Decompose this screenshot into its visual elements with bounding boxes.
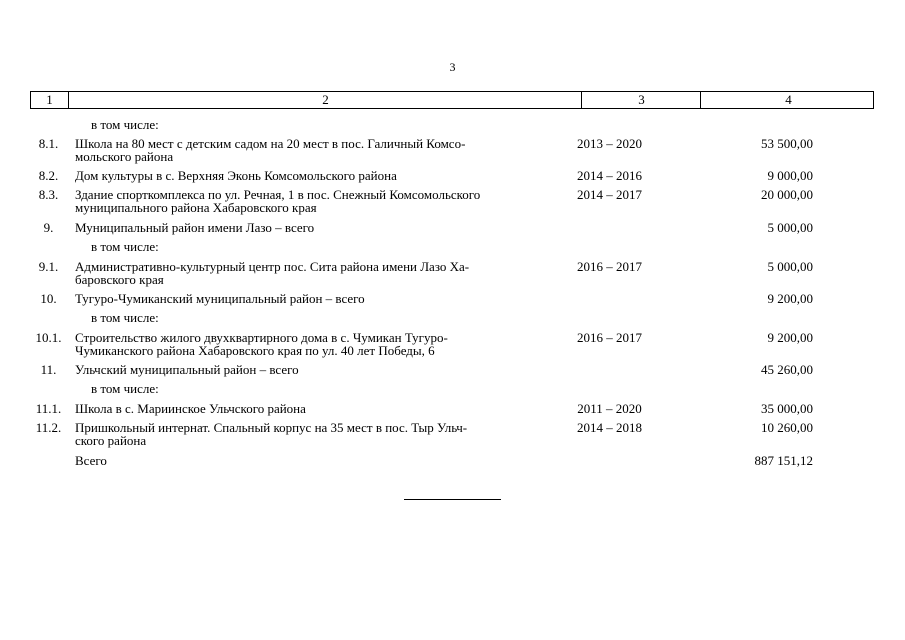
row-name-line: Дом культуры в с. Верхняя Эконь Комсомольского района xyxy=(75,168,397,183)
row-name-line: Пришкольный интернат. Спальный корпус на 35 мест в пос. Тыр Ульч- xyxy=(75,420,468,435)
row-name xyxy=(75,292,545,305)
row-name xyxy=(75,221,545,234)
row-name xyxy=(91,311,561,324)
row-name-line: Чумиканского района Хабаровского края по ул. 40 лет Победы, 6 xyxy=(75,343,435,358)
row-name-line: ского района xyxy=(75,433,147,448)
end-divider xyxy=(404,499,501,500)
row-amount: 5 000,00 xyxy=(767,259,813,274)
row-amount: 45 260,00 xyxy=(761,362,813,377)
row-number: 11.1. xyxy=(35,401,62,416)
row-name xyxy=(75,169,545,182)
total-amount: 887 151,12 xyxy=(754,453,813,468)
row-name-line: Ульчский муниципальный район – всего xyxy=(75,362,299,377)
row-name-line: Административно-культурный центр пос. Сита района имени Лазо Ха- xyxy=(75,259,470,274)
row-name-line: Муниципальный район имени Лазо – всего xyxy=(75,220,315,235)
row-amount: 20 000,00 xyxy=(761,187,813,202)
row-number: 10.1. xyxy=(35,330,62,345)
row-name xyxy=(75,260,545,286)
row-number: 11.2. xyxy=(35,420,62,435)
row-number: 9.1. xyxy=(38,259,59,274)
row-amount: 9 000,00 xyxy=(767,168,813,183)
row-name xyxy=(75,454,545,467)
row-name xyxy=(75,363,545,376)
table-header xyxy=(30,91,874,109)
row-name-line: в том числе: xyxy=(91,117,159,132)
row-name xyxy=(75,331,545,357)
page-number: 3 xyxy=(449,60,456,74)
header-col-4: 4 xyxy=(700,92,876,108)
row-name xyxy=(91,240,561,253)
header-col-1: 1 xyxy=(46,92,53,107)
row-name-line: в том числе: xyxy=(91,310,159,325)
row-name xyxy=(75,402,545,415)
row-number: 8.3. xyxy=(38,187,59,202)
row-amount: 9 200,00 xyxy=(767,330,813,345)
row-amount: 53 500,00 xyxy=(761,136,813,151)
row-name-line: Тугуро-Чумиканский муниципальный район – всего xyxy=(75,291,365,306)
row-name-line: Строительство жилого двухквартирного дома в с. Чумикан Тугуро- xyxy=(75,330,448,345)
row-name-line: Здание спорткомплекса по ул. Речная, 1 в пос. Снежный Комсомольского xyxy=(75,187,481,202)
row-period: 2016 – 2017 xyxy=(577,259,642,274)
row-amount: 10 260,00 xyxy=(761,420,813,435)
row-name xyxy=(91,118,561,131)
row-name-line: в том числе: xyxy=(91,239,159,254)
row-name-line: Школа в с. Мариинское Ульчского района xyxy=(75,401,306,416)
row-name xyxy=(91,382,561,395)
row-number: 8.1. xyxy=(38,136,59,151)
row-number: 9. xyxy=(43,220,54,235)
row-name xyxy=(75,137,545,163)
row-amount: 5 000,00 xyxy=(767,220,813,235)
row-amount: 35 000,00 xyxy=(761,401,813,416)
row-period: 2016 – 2017 xyxy=(577,330,642,345)
row-period: 2014 – 2016 xyxy=(577,168,642,183)
header-col-3: 3 xyxy=(581,92,701,108)
row-amount: 9 200,00 xyxy=(767,291,813,306)
row-number: 11. xyxy=(40,362,57,377)
total-label: Всего xyxy=(75,453,107,468)
row-name xyxy=(75,421,545,447)
row-period: 2014 – 2017 xyxy=(577,187,642,202)
row-name-line: муниципального района Хабаровского края xyxy=(75,200,317,215)
row-period: 2013 – 2020 xyxy=(577,136,642,151)
row-name xyxy=(75,188,545,214)
row-number: 10. xyxy=(40,291,57,306)
row-period: 2011 – 2020 xyxy=(577,401,642,416)
row-number: 8.2. xyxy=(38,168,59,183)
row-name-line: Школа на 80 мест с детским садом на 20 мест в пос. Галичный Комсо- xyxy=(75,136,466,151)
row-name-line: мольского района xyxy=(75,149,174,164)
row-name-line: в том числе: xyxy=(91,381,159,396)
row-name-line: баровского края xyxy=(75,272,164,287)
header-col-2: 2 xyxy=(68,92,582,108)
row-period: 2014 – 2018 xyxy=(577,420,642,435)
